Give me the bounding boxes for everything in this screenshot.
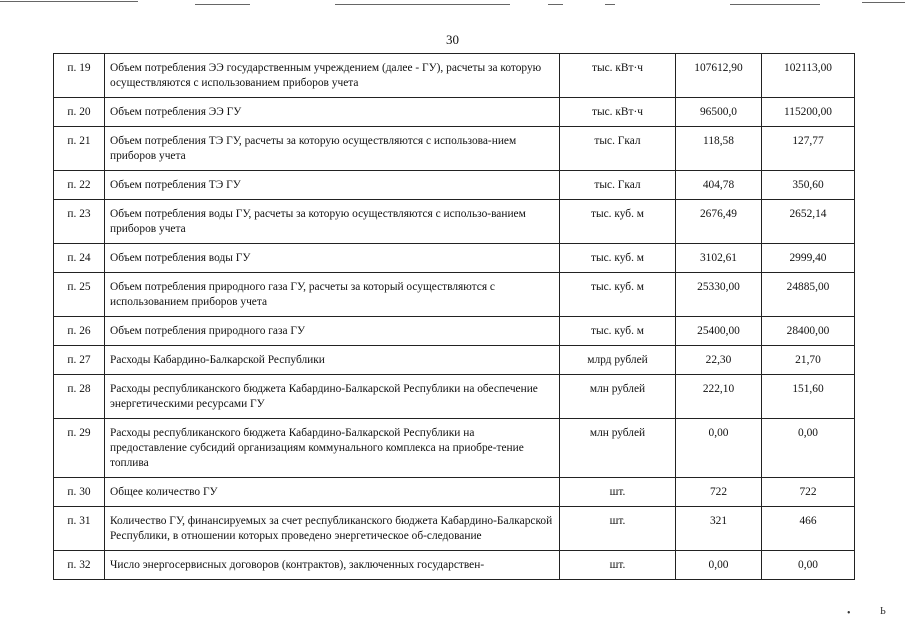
row-number: п. 26 [54,317,105,346]
indicators-table [53,53,855,580]
unit-of-measure: шт. [560,551,676,580]
indicator-description: Объем потребления ТЭ ГУ [105,171,560,200]
table-row [54,478,855,507]
unit-of-measure: млрд рублей [560,346,676,375]
row-number: п. 30 [54,478,105,507]
table-row [54,507,855,551]
table-row [54,171,855,200]
row-number: п. 21 [54,127,105,171]
value-col-1: 107612,90 [676,54,762,98]
table-row [54,98,855,127]
indicator-description: Число энергосервисных договоров (контрактов), заключенных государствен- [105,551,560,580]
unit-of-measure: млн рублей [560,375,676,419]
value-col-1: 96500,0 [676,98,762,127]
indicator-description: Объем потребления воды ГУ, расчеты за которую осуществляются с использо-ванием приборов учета [105,200,560,244]
table-row [54,244,855,273]
value-col-2: 24885,00 [762,273,855,317]
scan-mark: • [847,608,851,619]
value-col-1: 2676,49 [676,200,762,244]
row-number: п. 27 [54,346,105,375]
value-col-2: 28400,00 [762,317,855,346]
scan-artifact-line [730,4,820,5]
table-row [54,54,855,98]
value-col-1: 0,00 [676,419,762,478]
value-col-1: 722 [676,478,762,507]
value-col-1: 321 [676,507,762,551]
table-row [54,317,855,346]
row-number: п. 29 [54,419,105,478]
unit-of-measure: шт. [560,478,676,507]
unit-of-measure: тыс. Гкал [560,171,676,200]
unit-of-measure: шт. [560,507,676,551]
value-col-2: 350,60 [762,171,855,200]
table-row [54,127,855,171]
value-col-1: 3102,61 [676,244,762,273]
scan-mark: Ь [880,606,886,617]
table-row [54,346,855,375]
table-row [54,551,855,580]
unit-of-measure: тыс. куб. м [560,317,676,346]
value-col-2: 466 [762,507,855,551]
value-col-2: 0,00 [762,551,855,580]
value-col-2: 2999,40 [762,244,855,273]
value-col-2: 0,00 [762,419,855,478]
unit-of-measure: млн рублей [560,419,676,478]
value-col-1: 222,10 [676,375,762,419]
indicator-description: Объем потребления природного газа ГУ, расчеты за который осуществляются с использованием приборов учета [105,273,560,317]
scan-artifact-line [862,2,905,3]
unit-of-measure: тыс. куб. м [560,273,676,317]
table-row [54,200,855,244]
indicator-description: Объем потребления ТЭ ГУ, расчеты за которую осуществляются с использова-нием приборов учета [105,127,560,171]
page-number: 30 [446,32,459,47]
indicator-description: Объем потребления ЭЭ ГУ [105,98,560,127]
indicator-description: Количество ГУ, финансируемых за счет республиканского бюджета Кабардино-Балкарской Республики, в отношении которых проведено энергетическое об-следование [105,507,560,551]
value-col-2: 115200,00 [762,98,855,127]
value-col-2: 722 [762,478,855,507]
unit-of-measure: тыс. кВт·ч [560,98,676,127]
row-number: п. 28 [54,375,105,419]
value-col-2: 151,60 [762,375,855,419]
value-col-1: 0,00 [676,551,762,580]
value-col-2: 102113,00 [762,54,855,98]
table-body [54,54,855,580]
value-col-1: 25330,00 [676,273,762,317]
scan-artifact-line [548,4,563,5]
table-row [54,375,855,419]
value-col-1: 22,30 [676,346,762,375]
unit-of-measure: тыс. куб. м [560,200,676,244]
indicator-description: Объем потребления воды ГУ [105,244,560,273]
value-col-2: 2652,14 [762,200,855,244]
indicator-description: Объем потребления ЭЭ государственным учреждением (далее - ГУ), расчеты за которую осуществляются с использованием приборов учета [105,54,560,98]
unit-of-measure: тыс. Гкал [560,127,676,171]
indicator-description: Расходы республиканского бюджета Кабардино-Балкарской Республики на обеспечение энергетическими ресурсами ГУ [105,375,560,419]
row-number: п. 31 [54,507,105,551]
value-col-1: 25400,00 [676,317,762,346]
row-number: п. 25 [54,273,105,317]
row-number: п. 22 [54,171,105,200]
table-row [54,273,855,317]
value-col-2: 127,77 [762,127,855,171]
value-col-1: 404,78 [676,171,762,200]
scan-artifact-line [605,4,615,5]
indicator-description: Общее количество ГУ [105,478,560,507]
unit-of-measure: тыс. куб. м [560,244,676,273]
row-number: п. 24 [54,244,105,273]
table-row [54,419,855,478]
scan-artifact-line [0,1,138,2]
row-number: п. 20 [54,98,105,127]
scan-artifact-line [195,4,250,5]
scan-artifact-line [335,4,510,5]
value-col-1: 118,58 [676,127,762,171]
row-number: п. 19 [54,54,105,98]
value-col-2: 21,70 [762,346,855,375]
row-number: п. 32 [54,551,105,580]
indicator-description: Расходы республиканского бюджета Кабардино-Балкарской Республики на предоставление субсидий организациям коммунального комплекса на приобре-тение топлива [105,419,560,478]
row-number: п. 23 [54,200,105,244]
indicator-description: Объем потребления природного газа ГУ [105,317,560,346]
unit-of-measure: тыс. кВт·ч [560,54,676,98]
indicator-description: Расходы Кабардино-Балкарской Республики [105,346,560,375]
